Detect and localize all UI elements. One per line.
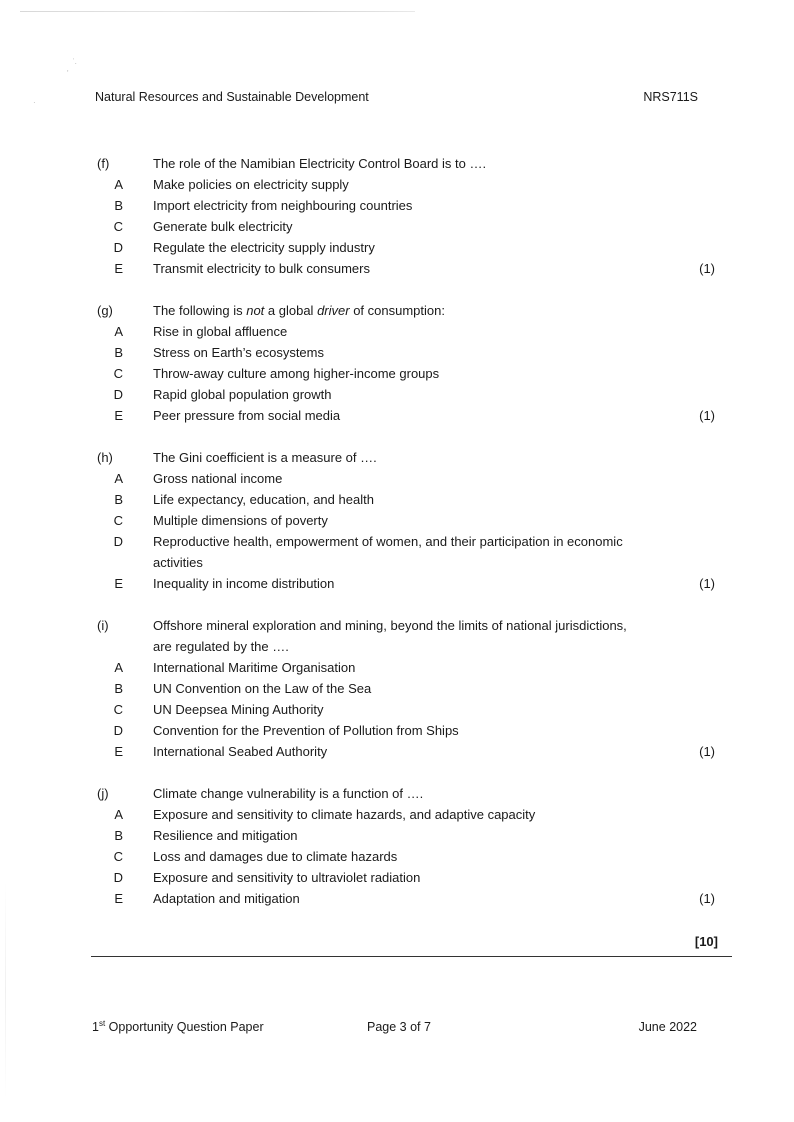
answer-option	[91, 825, 715, 846]
option-letter: D	[113, 387, 123, 402]
question-stem-row	[91, 447, 715, 468]
option-text-line: Regulate the electricity supply industry	[153, 240, 375, 255]
option-text	[153, 678, 715, 699]
option-letter: B	[114, 492, 123, 507]
option-letter: B	[114, 198, 123, 213]
question-stem: Offshore mineral exploration and mining, beyond the limits of national jurisdictions,	[153, 618, 627, 633]
option-text	[153, 846, 715, 867]
emphasis-text: driver	[317, 303, 350, 318]
question-stem: are regulated by the ….	[153, 639, 289, 654]
option-text	[153, 342, 715, 363]
question-mark-allocation: (1)	[699, 576, 715, 591]
answer-option	[91, 510, 715, 531]
option-letter: C	[113, 219, 123, 234]
option-text-line: Make policies on electricity supply	[153, 177, 349, 192]
answer-option	[91, 573, 715, 594]
question-block	[91, 300, 715, 426]
footer-date: June 2022	[638, 1020, 697, 1034]
footer-page-number: Page 3 of 7	[367, 1020, 431, 1034]
option-text-line: UN Deepsea Mining Authority	[153, 702, 324, 717]
option-letter: C	[113, 849, 123, 864]
answer-option	[91, 342, 715, 363]
option-letter: A	[114, 660, 123, 675]
option-letter: C	[113, 702, 123, 717]
question-number: (i)	[97, 618, 109, 633]
answer-option	[91, 468, 715, 489]
option-text-line: UN Convention on the Law of the Sea	[153, 681, 372, 696]
option-text-line: Rapid global population growth	[153, 387, 332, 402]
question-number: (g)	[97, 303, 113, 318]
option-text	[153, 237, 715, 258]
option-text-line: Throw-away culture among higher-income groups	[153, 366, 440, 381]
option-text	[153, 195, 715, 216]
answer-option	[91, 531, 715, 573]
footer-paper-number: 1	[92, 1020, 99, 1034]
question-mark-allocation: (1)	[699, 408, 715, 423]
option-letter: C	[113, 513, 123, 528]
question-stem: Climate change vulnerability is a function of ….	[153, 786, 424, 801]
option-letter: B	[114, 828, 123, 843]
page-header	[95, 90, 698, 104]
option-text-line: Adaptation and mitigation	[153, 891, 300, 906]
question-mark-allocation: (1)	[699, 744, 715, 759]
question-stem-row	[91, 783, 715, 804]
option-text-line: Rise in global affluence	[153, 324, 288, 339]
option-text	[153, 321, 715, 342]
answer-option	[91, 321, 715, 342]
question-mark-allocation: (1)	[699, 891, 715, 906]
answer-option	[91, 720, 715, 741]
answer-option	[91, 888, 715, 909]
answer-option	[91, 405, 715, 426]
scan-artifact-mark: ˈ.	[72, 57, 77, 66]
scan-artifact-mark: ·	[33, 98, 36, 107]
stem-text: of consumption:	[349, 303, 445, 318]
question-stem: The role of the Namibian Electricity Control Board is to ….	[153, 156, 487, 171]
option-letter: E	[114, 891, 123, 906]
question-stem-row	[91, 636, 715, 657]
option-text-line: Exposure and sensitivity to ultraviolet radiation	[153, 870, 421, 885]
footer-paper-ordinal: st	[98, 1019, 106, 1028]
question-mark-allocation: (1)	[699, 261, 715, 276]
option-text	[153, 720, 715, 741]
option-text	[153, 867, 715, 888]
option-text-line: Exposure and sensitivity to climate hazards, and adaptive capacity	[153, 807, 536, 822]
question-block	[91, 447, 715, 594]
option-letter: E	[114, 576, 123, 591]
question-number: (h)	[97, 450, 113, 465]
option-text	[153, 216, 715, 237]
answer-option	[91, 804, 715, 825]
option-letter: E	[114, 408, 123, 423]
answer-option	[91, 699, 715, 720]
answer-option	[91, 258, 715, 279]
answer-option	[91, 846, 715, 867]
option-text-line: Gross national income	[153, 471, 283, 486]
course-title: Natural Resources and Sustainable Development	[95, 90, 369, 104]
question-stem	[153, 300, 715, 321]
option-text-line: Reproductive health, empowerment of women, and their participation in economic	[153, 534, 623, 549]
scan-artifact-edge	[5, 880, 6, 1100]
answer-option	[91, 867, 715, 888]
answer-option	[91, 489, 715, 510]
option-text-line: Generate bulk electricity	[153, 219, 293, 234]
option-text	[153, 699, 715, 720]
question-block	[91, 783, 715, 909]
scan-artifact-mark: '	[67, 69, 69, 78]
answer-option	[91, 678, 715, 699]
option-text-line: Resilience and mitigation	[153, 828, 298, 843]
option-text	[153, 405, 715, 426]
option-text	[153, 825, 715, 846]
option-letter: A	[114, 324, 123, 339]
question-block	[91, 615, 715, 762]
stem-text: The following is	[153, 303, 247, 318]
question-stem-row	[91, 153, 715, 174]
option-letter: A	[114, 471, 123, 486]
emphasis-text: not	[246, 303, 265, 318]
option-text-line: Inequality in income distribution	[153, 576, 335, 591]
option-text	[153, 573, 715, 594]
answer-option	[91, 216, 715, 237]
scan-artifact-line	[20, 11, 415, 12]
option-text	[153, 888, 715, 909]
option-text-line: Convention for the Prevention of Pollution from Ships	[153, 723, 459, 738]
option-letter: A	[114, 807, 123, 822]
option-text-line: Import electricity from neighbouring countries	[153, 198, 413, 213]
option-text-line: Life expectancy, education, and health	[153, 492, 374, 507]
option-letter: C	[113, 366, 123, 381]
option-letter: A	[114, 177, 123, 192]
option-text	[153, 531, 715, 573]
question-stem: The Gini coefficient is a measure of ….	[153, 450, 377, 465]
option-letter: D	[113, 723, 123, 738]
section-total: [10]	[694, 934, 718, 949]
option-text	[153, 804, 715, 825]
answer-option	[91, 741, 715, 762]
option-letter: D	[113, 870, 123, 885]
option-text	[153, 468, 715, 489]
question-stem-row	[91, 300, 715, 321]
question-number: (f)	[97, 156, 110, 171]
option-letter: D	[113, 240, 123, 255]
option-text	[153, 489, 715, 510]
option-text	[153, 384, 715, 405]
option-text-line: Loss and damages due to climate hazards	[153, 849, 398, 864]
option-letter: B	[114, 345, 123, 360]
footer-paper-label	[92, 1020, 264, 1034]
question-block	[91, 153, 715, 279]
option-text	[153, 174, 715, 195]
option-text-line: Peer pressure from social media	[153, 408, 341, 423]
course-code: NRS711S	[643, 90, 698, 104]
option-letter: B	[114, 681, 123, 696]
option-letter: E	[114, 744, 123, 759]
option-letter: D	[113, 534, 123, 549]
option-text	[153, 741, 715, 762]
option-text-line: International Seabed Authority	[153, 744, 328, 759]
option-text-line: International Maritime Organisation	[153, 660, 356, 675]
option-text-line: Stress on Earth’s ecosystems	[153, 345, 324, 360]
divider-rule	[91, 956, 732, 957]
answer-option	[91, 657, 715, 678]
answer-option	[91, 195, 715, 216]
answer-option	[91, 174, 715, 195]
option-text	[153, 510, 715, 531]
answer-option	[91, 363, 715, 384]
option-text-line: Multiple dimensions of poverty	[153, 513, 328, 528]
question-stem-row	[91, 615, 715, 636]
question-list	[91, 153, 715, 930]
option-letter: E	[114, 261, 123, 276]
option-text	[153, 258, 715, 279]
option-text-line: Transmit electricity to bulk consumers	[153, 261, 370, 276]
option-text-continuation: activities	[153, 555, 203, 570]
footer-paper-text: Opportunity Question Paper	[105, 1020, 264, 1034]
stem-text: a global	[264, 303, 318, 318]
answer-option	[91, 384, 715, 405]
answer-option	[91, 237, 715, 258]
option-text	[153, 363, 715, 384]
question-number: (j)	[97, 786, 109, 801]
option-text	[153, 657, 715, 678]
